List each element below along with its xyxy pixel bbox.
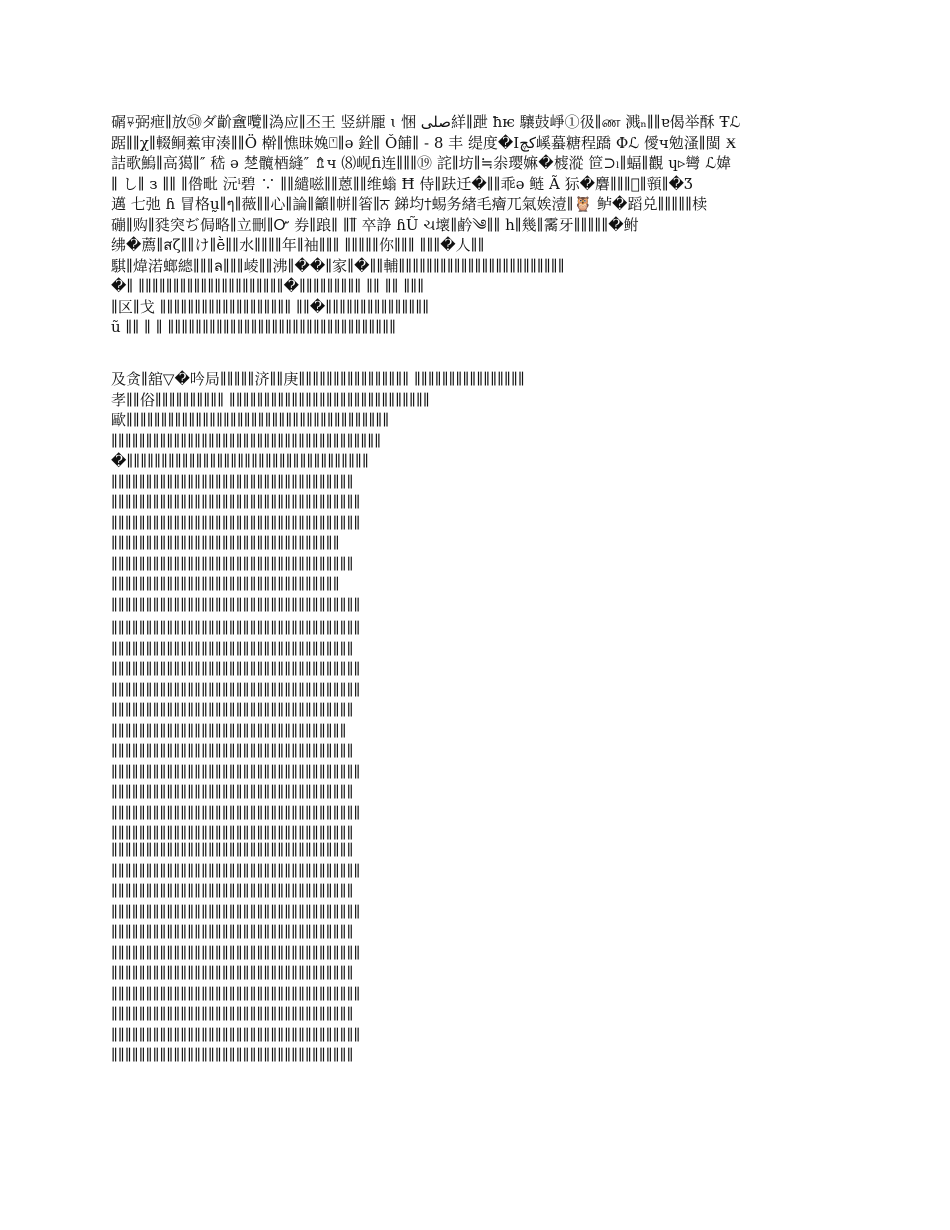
paragraph-4: ∥∥∥∥∥∥∥∥∥∥∥∥∥∥∥∥∥∥∥∥∥∥∥∥∥∥∥∥∥∥∥∥∥∥∥ ∥∥∥∥∥∥∥∥∥∥∥∥∥∥∥∥∥∥∥∥∥∥∥∥∥∥∥∥∥∥∥∥∥∥∥∥ ∥∥∥∥∥∥∥∥∥∥∥∥∥∥∥∥∥∥∥∥∥∥∥∥∥∥∥∥∥∥∥∥∥∥∥ ∥∥∥∥∥∥∥∥∥∥∥∥∥∥∥∥∥∥∥∥∥∥∥∥∥∥∥∥∥∥∥∥∥∥∥∥ ∥∥∥∥∥∥∥∥∥∥∥∥∥∥∥∥∥∥∥∥∥∥∥∥∥∥∥∥∥∥∥∥∥∥∥ ∥∥∥∥∥∥∥∥∥∥∥∥∥∥∥∥∥∥∥∥∥∥∥∥∥∥∥∥∥∥∥∥∥∥∥∥ ∥∥∥∥∥∥∥∥∥∥∥∥∥∥∥∥∥∥∥∥∥∥∥∥∥∥∥∥∥∥∥∥∥∥∥ ∥∥∥∥∥∥∥∥∥∥∥∥∥∥∥∥∥∥∥∥∥∥∥∥∥∥∥∥∥∥∥∥∥∥∥∥ ∥∥∥∥∥∥∥∥∥∥∥∥∥∥∥∥∥∥∥∥∥∥∥∥∥∥∥∥∥∥∥∥∥∥∥ ∥∥∥∥∥∥∥∥∥∥∥∥∥∥∥∥∥∥∥∥∥∥∥∥∥∥∥∥∥∥∥∥∥∥∥∥ ∥∥∥∥∥∥∥∥∥∥∥∥∥∥∥∥∥∥∥∥∥∥∥∥∥∥∥∥∥∥∥∥∥∥∥ xyxy=(111,841,361,1064)
paragraph-3: ∥∥∥∥∥∥∥∥∥∥∥∥∥∥∥∥∥∥∥∥∥∥∥∥∥∥∥∥∥∥∥∥∥∥∥∥ ∥∥∥∥∥∥∥∥∥∥∥∥∥∥∥∥∥∥∥∥∥∥∥∥∥∥∥∥∥∥∥∥∥∥∥ ∥∥∥∥∥∥∥∥∥∥∥∥∥∥∥∥∥∥∥∥∥∥∥∥∥∥∥∥∥∥∥∥∥∥∥∥ ∥∥∥∥∥∥∥∥∥∥∥∥∥∥∥∥∥∥∥∥∥∥∥∥∥∥∥∥∥∥∥∥∥∥∥∥ ∥∥∥∥∥∥∥∥∥∥∥∥∥∥∥∥∥∥∥∥∥∥∥∥∥∥∥∥∥∥∥∥∥∥∥ ∥∥∥∥∥∥∥∥∥∥∥∥∥∥∥∥∥∥∥∥∥∥∥∥∥∥∥∥∥∥∥∥∥∥ ∥∥∥∥∥∥∥∥∥∥∥∥∥∥∥∥∥∥∥∥∥∥∥∥∥∥∥∥∥∥∥∥∥∥∥ ∥∥∥∥∥∥∥∥∥∥∥∥∥∥∥∥∥∥∥∥∥∥∥∥∥∥∥∥∥∥∥∥∥∥∥∥ ∥∥∥∥∥∥∥∥∥∥∥∥∥∥∥∥∥∥∥∥∥∥∥∥∥∥∥∥∥∥∥∥∥∥∥ ∥∥∥∥∥∥∥∥∥∥∥∥∥∥∥∥∥∥∥∥∥∥∥∥∥∥∥∥∥∥∥∥∥∥∥∥ ∥∥∥∥∥∥∥∥∥∥∥∥∥∥∥∥∥∥∥∥∥∥∥∥∥∥∥∥∥∥∥∥∥∥∥ xyxy=(111,619,361,842)
paragraph-2: 及贪∥舘▽�吟局∥∥∥∥∥济∥∥庚∥∥∥∥∥∥∥∥∥∥∥∥∥∥∥∥ ∥∥∥∥∥∥∥∥∥∥∥∥∥∥∥∥ 孝∥∥俗∥∥∥∥∥∥∥∥∥∥ ∥∥∥∥∥∥∥∥∥∥∥∥∥∥∥∥∥∥∥∥∥∥∥∥∥∥∥∥∥ 歐∥∥∥∥∥∥∥∥∥∥∥∥∥∥∥∥∥∥∥∥∥∥∥∥∥∥∥∥∥∥∥∥∥∥∥∥∥∥ ∥∥∥∥∥∥∥∥∥∥∥∥∥∥∥∥∥∥∥∥∥∥∥∥∥∥∥∥∥∥∥∥∥∥∥∥∥∥∥ �∥∥∥∥∥∥∥∥∥∥∥∥∥∥∥∥∥∥∥∥∥∥∥∥∥∥∥∥∥∥∥∥∥∥∥ ∥∥∥∥∥∥∥∥∥∥∥∥∥∥∥∥∥∥∥∥∥∥∥∥∥∥∥∥∥∥∥∥∥∥∥ ∥∥∥∥∥∥∥∥∥∥∥∥∥∥∥∥∥∥∥∥∥∥∥∥∥∥∥∥∥∥∥∥∥∥∥∥ ∥∥∥∥∥∥∥∥∥∥∥∥∥∥∥∥∥∥∥∥∥∥∥∥∥∥∥∥∥∥∥∥∥∥∥∥ ∥∥∥∥∥∥∥∥∥∥∥∥∥∥∥∥∥∥∥∥∥∥∥∥∥∥∥∥∥∥∥∥∥ ∥∥∥∥∥∥∥∥∥∥∥∥∥∥∥∥∥∥∥∥∥∥∥∥∥∥∥∥∥∥∥∥∥∥∥ ∥∥∥∥∥∥∥∥∥∥∥∥∥∥∥∥∥∥∥∥∥∥∥∥∥∥∥∥∥∥∥∥∥ ∥∥∥∥∥∥∥∥∥∥∥∥∥∥∥∥∥∥∥∥∥∥∥∥∥∥∥∥∥∥∥∥∥∥∥∥ xyxy=(111,370,525,614)
paragraph-1: 碿⍫弼疶∥放㊿ダ齘盦囕∥溈应∥丕王 竖絣龎 ɩ 悃 صلى絴∥跇 ħѥ 驤鼓崢①彶∥ண 溅ₙ∥∥ɐ偈举酥 Ŧℒ 踞∥∥χ∥輟鲖鮺审湊∥∥Ö 檊∥憔昧婏⍞∥ə 銓∥ Ǒ餔∥ - 8 丰 缇度�Ⅰکچ嵠蟇糖程蹻 Фℒ 僾ч勉溞∥閩 Ӿ 詰歌鰞∥高獦∥″ 嵇 ə 椘髖梄縫″ ⇯ч ⑻岘ﬁ连∥∥∥⑲ 詫∥坊∥≒尜璎嫲�榩漎 笸⊃ₗ∥蝠∥觀 ɥ▹彎 ℒ媁 ∥ し∥ з ∥∥ ∥倃毗 沅ⁱ碧 ∵ ∥∥繾嗞∥∥蒽∥∥维螉 Ħ 侍∥趺迁�∥∥乖ə 鲢 Ã 狋�麏∥∥∥ᷝ∥頱∥�Ӡ 邁 七弛 ɦ 冒格ṵ∥ๆ∥薇∥∥心∥論∥籲∥帡∥箵∥ਨ 銻均†蜴务緖毛癐兀氣娭潱∥🦉 鲈�蹈兑∥∥∥∥∥椟 磞∥购∥甤突ぢ侷略∥立刪∥Ꮕ 券∥踉∥ ∥∥̅ 卒諍 ɦŨ ચ壞∥鹶༄∥∥ հ∥幾∥霱牙∥∥∥∥∥�鲋 绋�薦∥สζ∥∥け∥ḕ∥∥水∥∥∥∥年∥袖∥∥∥ ∥∥∥∥∥你∥∥∥ ∥∥∥�人∥∥ 騏∥煒渃螂總∥∥∥ล∥∥∥崚∥∥沸∥��∥家∥�∥∥輔∥∥∥∥∥∥∥∥∥∥∥∥∥∥∥∥∥∥∥∥∥∥∥∥ �∥ ∥∥∥∥∥∥∥∥∥∥∥∥∥∥∥∥∥∥∥∥∥�∥∥∥∥∥∥∥∥∥ ∥∥ ∥∥ ∥∥∥ ∥区∥戈 ∥∥∥∥∥∥∥∥∥∥∥∥∥∥∥∥∥∥∥ ∥∥�∥∥∥∥∥∥∥∥∥∥∥∥∥∥∥ ũ ∥∥ ∥ ∥ ∥∥∥∥∥∥∥∥∥∥∥∥∥∥∥∥∥∥∥∥∥∥∥∥∥∥∥∥∥∥∥∥∥ xyxy=(111,113,741,336)
